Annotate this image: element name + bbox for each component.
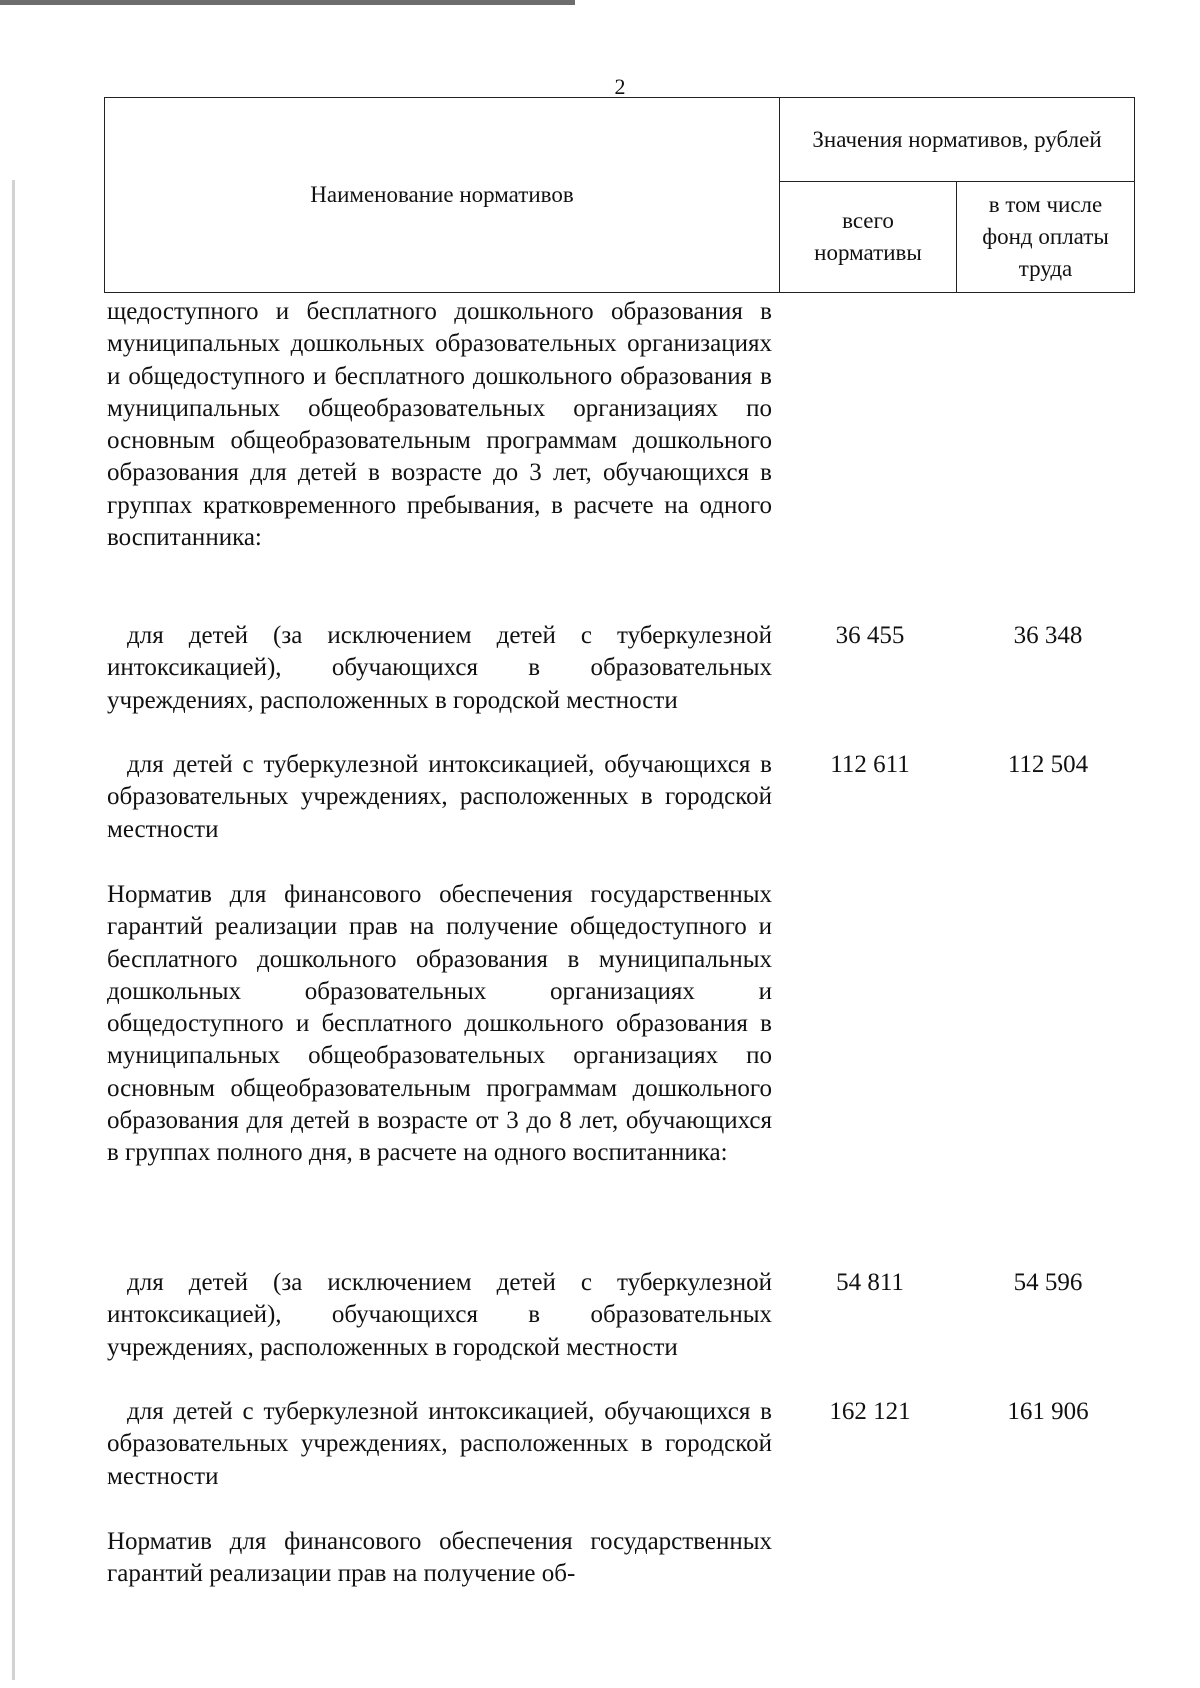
row-4-total: 54 811: [836, 1269, 904, 1296]
row-6-text: Норматив для финансового обеспечения государственных гарантий реализации прав на получение об-: [107, 1528, 772, 1588]
row-1-text: для детей (за исключением детей с туберкулезной интоксикацией), обучающихся в образовательных учреждениях, расположенных в городской местности: [107, 622, 772, 714]
header-values-group: Значения нормативов, рублей: [780, 98, 1135, 182]
header-name-column: Наименование нормативов: [105, 98, 780, 293]
row-0-text: щедоступного и бесплатного дошкольного образования в муниципальных дошкольных образовательных организациях и общедоступного и бесплатного дошкольного образования в муниципальных общеобразовательных организациях по основным общеобразовательным программам дошкольного образования для детей в возрасте до 3 лет, обучающихся в группах кратковременного пребывания, в расчете на одного воспитанника:: [107, 298, 772, 552]
scan-edge-top: [0, 0, 575, 5]
row-2-total: 112 611: [830, 751, 910, 778]
row-5-total: 162 121: [829, 1398, 911, 1425]
row-5-text: для детей с туберкулезной интоксикацией, обучающихся в образовательных учреждениях, расположенных в городской местности: [107, 1398, 772, 1490]
row-5-wage: 161 906: [1007, 1398, 1089, 1425]
table-header: [104, 97, 1135, 293]
row-4-text: для детей (за исключением детей с туберкулезной интоксикацией), обучающихся в образовательных учреждениях, расположенных в городской местности: [107, 1269, 772, 1361]
row-1-total: 36 455: [835, 622, 905, 649]
page-number: 2: [614, 74, 626, 99]
scan-edge-left: [12, 180, 15, 1680]
row-2-wage: 112 504: [1007, 751, 1089, 778]
header-wage-column: в том числе фонд оплаты труда: [957, 182, 1135, 293]
row-3-text: Норматив для финансового обеспечения государственных гарантий реализации прав на получение общедоступного и бесплатного дошкольного образования в муниципальных дошкольных образовательных организациях и общедоступного и бесплатного дошкольного образования в муниципальных общеобразовательных организациях по основным общеобразовательным программам дошкольного образования для детей в возрасте от 3 до 8 лет, обучающихся в группах полного дня, в расчете на одного воспитанника:: [107, 881, 772, 1167]
row-4-wage: 54 596: [1013, 1269, 1083, 1296]
row-2-text: для детей с туберкулезной интоксикацией, обучающихся в образовательных учреждениях, расположенных в городской местности: [107, 751, 772, 843]
row-1-wage: 36 348: [1013, 622, 1083, 649]
header-total-column: всего нормативы: [780, 182, 957, 293]
